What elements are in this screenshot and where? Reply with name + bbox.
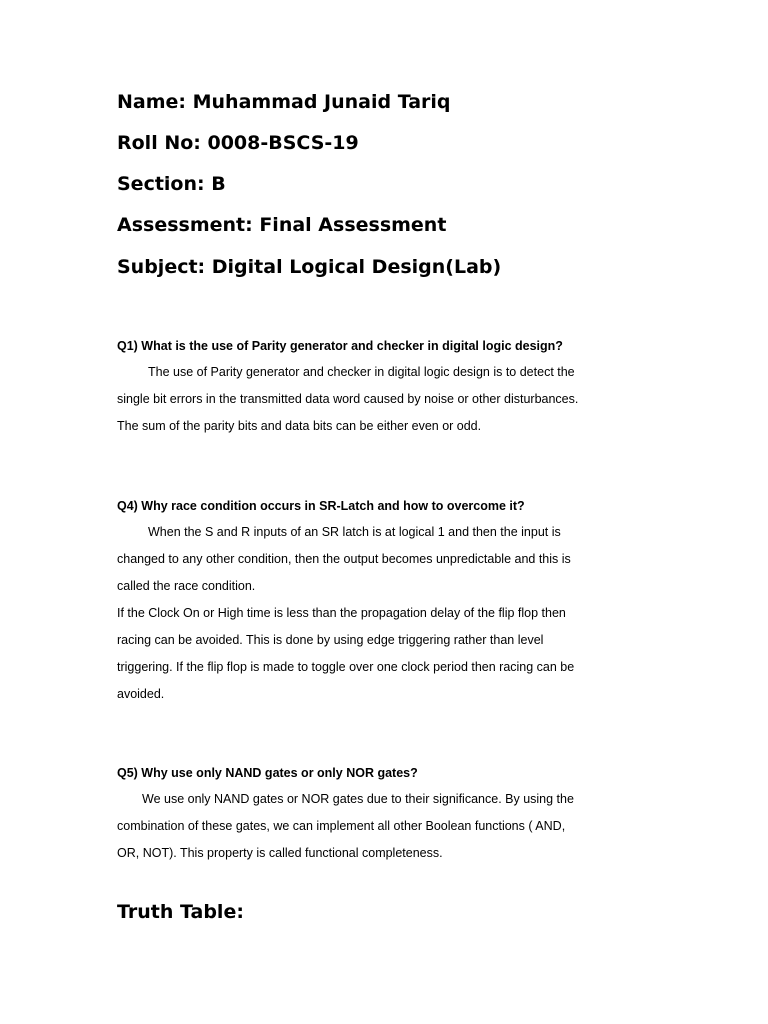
answer-line: combination of these gates, we can implement all other Boolean functions ( AND,	[117, 819, 566, 833]
answer-line: If the Clock On or High time is less than the propagation delay of the flip flop then	[117, 606, 566, 620]
answer-line: triggering. If the flip flop is made to toggle over one clock period then racing can be	[117, 660, 575, 674]
answer-line: OR, NOT). This property is called functional completeness.	[117, 846, 443, 860]
answer-line: The sum of the parity bits and data bits can be either even or odd.	[117, 419, 482, 433]
answer-line: We use only NAND gates or NOR gates due to their significance. By using the	[142, 792, 574, 806]
answer-line: changed to any other condition, then the output becomes unpredictable and this is	[117, 552, 571, 566]
question-5-answer	[117, 786, 657, 867]
answer-line: avoided.	[117, 687, 165, 701]
question-1-answer	[117, 359, 657, 440]
subject: Subject: Digital Logical Design(Lab)	[117, 256, 502, 278]
answer-line: The use of Parity generator and checker in digital logic design is to detect the	[148, 365, 575, 379]
question-4-answer	[117, 519, 657, 708]
roll-number: Roll No: 0008-BSCS-19	[117, 132, 359, 154]
truth-table-heading: Truth Table:	[117, 901, 244, 923]
answer-line: called the race condition.	[117, 579, 256, 593]
answer-line: When the S and R inputs of an SR latch is at logical 1 and then the input is	[148, 525, 561, 539]
question-5-title: Q5) Why use only NAND gates or only NOR gates?	[117, 766, 418, 780]
answer-line: single bit errors in the transmitted data word caused by noise or other disturbances.	[117, 392, 579, 406]
question-4-title: Q4) Why race condition occurs in SR-Latch and how to overcome it?	[117, 499, 525, 513]
student-name: Name: Muhammad Junaid Tariq	[117, 91, 451, 113]
answer-line: racing can be avoided. This is done by using edge triggering rather than level	[117, 633, 544, 647]
assessment: Assessment: Final Assessment	[117, 214, 447, 236]
question-1-title: Q1) What is the use of Parity generator and checker in digital logic design?	[117, 339, 563, 353]
section: Section: B	[117, 173, 226, 195]
